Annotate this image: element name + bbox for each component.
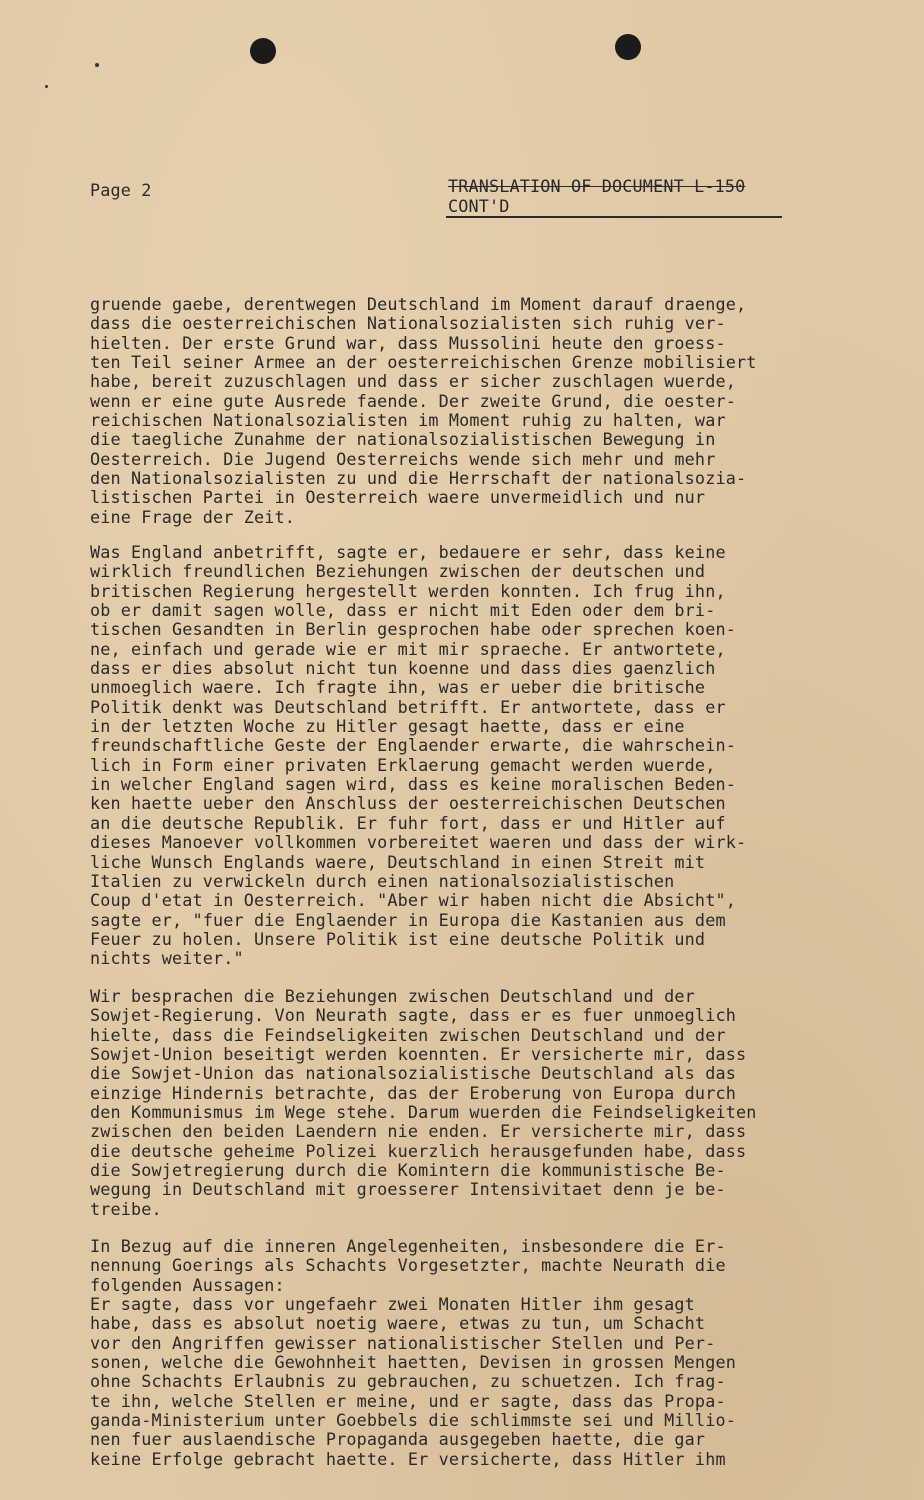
text-line: Sowjet-Union beseitigt werden koennten. Er versicherte mir, dass [90, 1044, 747, 1065]
text-line: ten Teil seiner Armee an der oesterreichischen Grenze mobilisiert [90, 352, 757, 373]
text-line: nennung Goerings als Schachts Vorgesetzter, machte Neurath die [90, 1255, 726, 1276]
paragraph-soviet [90, 987, 850, 1219]
text-line: treibe. [90, 1198, 162, 1219]
text-line: nen fuer auslaendische Propaganda ausgegeben haette, die gar [90, 1429, 706, 1450]
text-line: ne, einfach und gerade wie er mit mir spraeche. Er antwortete, [90, 638, 726, 659]
text-line: dieses Manoever vollkommen vorbereitet waeren und dass der wirk- [90, 832, 747, 853]
text-line: Er sagte, dass vor ungefaehr zwei Monaten Hitler ihm gesagt [90, 1294, 695, 1315]
text-line: liche Wunsch Englands waere, Deutschland in einen Streit mit [90, 851, 706, 872]
paper-speck [45, 85, 48, 88]
text-line: dass die oesterreichischen Nationalsozialisten sich ruhig ver- [90, 313, 726, 334]
text-line: eine Frage der Zeit. [90, 506, 296, 527]
title-underline [446, 216, 782, 218]
text-line: ohne Schachts Erlaubnis zu gebrauchen, zu schuetzen. Ich frag- [90, 1371, 726, 1392]
text-line: folgenden Aussagen: [90, 1274, 285, 1295]
text-line: zwischen den beiden Laendern nie enden. Er versicherte mir, dass [90, 1121, 747, 1142]
text-line: sagte er, "fuer die Englaender in Europa die Kastanien aus dem [90, 909, 726, 930]
text-line: nichts weiter." [90, 948, 244, 969]
paragraph-austria [90, 295, 850, 527]
text-line: wenn er eine gute Ausrede faende. Der zweite Grund, die oester- [90, 390, 736, 411]
text-line: hielten. Der erste Grund war, dass Mussolini heute den groess- [90, 332, 726, 353]
text-line: listischen Partei in Oesterreich waere unvermeidlich und nur [90, 487, 706, 508]
text-line: die deutsche geheime Polizei kuerzlich herausgefunden habe, dass [90, 1140, 747, 1161]
text-line: die Sowjetregierung durch die Komintern die kommunistische Be- [90, 1160, 726, 1181]
text-line: Wir besprachen die Beziehungen zwischen Deutschland und der [90, 986, 695, 1006]
text-line: vor den Angriffen gewisser nationalistischer Stellen und Per- [90, 1332, 716, 1353]
text-line: unmoeglich waere. Ich fragte ihn, was er ueber die britische [90, 677, 706, 698]
text-line: wirklich freundlichen Beziehungen zwischen der deutschen und [90, 561, 706, 582]
text-line: wegung in Deutschland mit groesserer Intensivitaet denn je be- [90, 1179, 726, 1200]
text-line: dass er dies absolut nicht tun koenne und dass dies gaenzlich [90, 658, 716, 679]
text-line: die Sowjet-Union das nationalsozialistische Deutschland als das [90, 1063, 736, 1084]
text-line: hielte, dass die Feindseligkeiten zwischen Deutschland und der [90, 1024, 726, 1045]
document-title [448, 176, 745, 216]
text-line: sonen, welche die Gewohnheit haetten, Devisen in grossen Mengen [90, 1352, 736, 1373]
text-line: reichischen Nationalsozialisten im Moment ruhig zu halten, war [90, 410, 726, 431]
page-number: Page 2 [90, 180, 152, 200]
paragraph-england [90, 543, 850, 969]
text-line: habe, bereit zuzuschlagen und dass er sicher zuschlagen wuerde, [90, 371, 736, 392]
text-line: freundschaftliche Geste der Englaender erwarte, die wahrschein- [90, 735, 736, 756]
text-line: die taegliche Zunahme der nationalsozialistischen Bewegung in [90, 429, 716, 450]
document-title-line: TRANSLATION OF DOCUMENT L-150 [448, 176, 746, 196]
text-line: ob er damit sagen wolle, dass er nicht mit Eden oder dem bri- [90, 600, 716, 621]
text-line: in welcher England sagen wird, dass es keine moralischen Beden- [90, 774, 736, 795]
paper-speck [95, 63, 99, 67]
text-line: britischen Regierung hergestellt werden konnten. Ich frug ihn, [90, 580, 726, 601]
text-line: Oesterreich. Die Jugend Oesterreichs wende sich mehr und mehr [90, 448, 716, 469]
punch-hole-right [615, 34, 641, 60]
text-line: Sowjet-Regierung. Von Neurath sagte, dass er es fuer unmoeglich [90, 1005, 736, 1026]
text-line: den Nationalsozialisten zu und die Herrschaft der nationalsozia- [90, 468, 747, 489]
text-line: Was England anbetrifft, sagte er, bedauere er sehr, dass keine [90, 542, 726, 562]
text-line: keine Erfolge gebracht haette. Er versicherte, dass Hitler ihm [90, 1448, 726, 1469]
document-title-continued: CONT'D [448, 196, 510, 216]
text-line: ganda-Ministerium unter Goebbels die schlimmste sei und Millio- [90, 1410, 736, 1431]
text-line: te ihn, welche Stellen er meine, und er sagte, dass das Propa- [90, 1390, 726, 1411]
text-line: an die deutsche Republik. Er fuhr fort, dass er und Hitler auf [90, 812, 726, 833]
text-line: einzige Hindernis betrachte, das der Eroberung von Europa durch [90, 1082, 736, 1103]
text-line: ken haette ueber den Anschluss der oesterreichischen Deutschen [90, 793, 726, 814]
text-line: gruende gaebe, derentwegen Deutschland im Moment darauf draenge, [90, 294, 747, 314]
text-line: in der letzten Woche zu Hitler gesagt haette, dass er eine [90, 716, 685, 737]
text-line: Italien zu verwickeln durch einen nationalsozialistischen [90, 870, 675, 891]
text-line: In Bezug auf die inneren Angelegenheiten, insbesondere die Er- [90, 1236, 726, 1256]
text-line: lich in Form einer privaten Erklaerung gemacht werden wuerde, [90, 754, 716, 775]
paragraph-internal-affairs [90, 1237, 850, 1469]
text-line: tischen Gesandten in Berlin gesprochen habe oder sprechen koen- [90, 619, 736, 640]
text-line: Feuer zu holen. Unsere Politik ist eine deutsche Politik und [90, 928, 706, 949]
text-line: Coup d'etat in Oesterreich. "Aber wir haben nicht die Absicht", [90, 890, 736, 911]
punch-hole-left [250, 38, 276, 64]
text-line: habe, dass es absolut noetig waere, etwas zu tun, um Schacht [90, 1313, 706, 1334]
text-line: den Kommunismus im Wege stehe. Darum wuerden die Feindseligkeiten [90, 1102, 757, 1123]
text-line: Politik denkt was Deutschland betrifft. Er antwortete, dass er [90, 696, 726, 717]
